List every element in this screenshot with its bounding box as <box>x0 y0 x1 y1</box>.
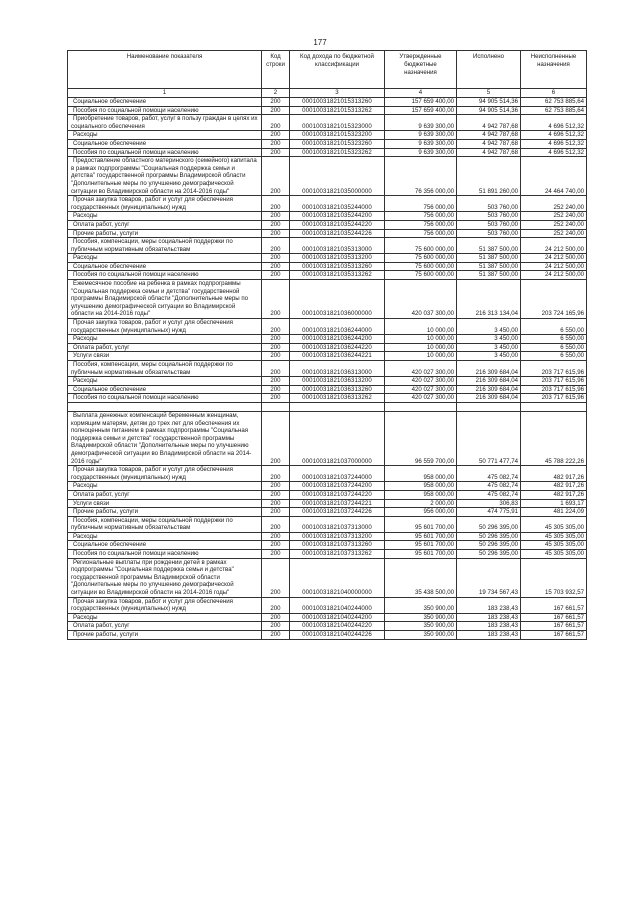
table-row <box>68 319 587 335</box>
row-name: Расходы <box>68 212 262 221</box>
row-code: 200 <box>262 499 290 508</box>
row-unexecuted: 4 696 512,32 <box>521 139 587 148</box>
table-row <box>68 508 587 517</box>
row-approved: 76 356 000,00 <box>385 157 457 196</box>
row-approved: 9 639 300,00 <box>385 115 457 131</box>
table-row <box>68 131 587 140</box>
row-kbk: 00010031821036244220 <box>290 343 385 352</box>
row-executed: 51 387 500,00 <box>457 271 521 280</box>
table-row <box>68 361 587 377</box>
table-row <box>68 466 587 482</box>
row-approved: 2 000,00 <box>385 499 457 508</box>
column-number: 6 <box>521 89 587 98</box>
table-row <box>68 262 587 271</box>
row-kbk: 00010031821037244200 <box>290 482 385 491</box>
row-unexecuted: 203 717 615,96 <box>521 394 587 403</box>
row-code: 200 <box>262 550 290 559</box>
row-unexecuted: 24 212 500,00 <box>521 271 587 280</box>
row-unexecuted: 252 240,00 <box>521 220 587 229</box>
row-unexecuted: 203 717 615,96 <box>521 361 587 377</box>
table-row <box>68 499 587 508</box>
row-approved: 756 000,00 <box>385 220 457 229</box>
row-unexecuted: 24 464 740,00 <box>521 157 587 196</box>
row-executed: 216 309 684,04 <box>457 361 521 377</box>
row-executed: 4 942 787,68 <box>457 148 521 157</box>
row-kbk: 00010031821037244000 <box>290 466 385 482</box>
row-name: Услуги связи <box>68 499 262 508</box>
table-row <box>68 115 587 131</box>
row-executed: 503 760,00 <box>457 212 521 221</box>
table-row <box>68 343 587 352</box>
row-unexecuted: 15 703 932,57 <box>521 558 587 597</box>
row-executed: 50 296 395,00 <box>457 541 521 550</box>
row-approved: 95 601 700,00 <box>385 532 457 541</box>
row-name: Прочая закупка товаров, работ и услуг для обеспечения государственных (муниципальных) нужд <box>68 466 262 482</box>
row-kbk: 00010031821015313260 <box>290 98 385 107</box>
row-name: Оплата работ, услуг <box>68 220 262 229</box>
row-approved: 35 438 500,00 <box>385 558 457 597</box>
row-approved: 75 600 000,00 <box>385 238 457 254</box>
row-executed: 51 891 260,00 <box>457 157 521 196</box>
row-code: 200 <box>262 613 290 622</box>
table-row <box>68 597 587 613</box>
row-unexecuted: 4 696 512,32 <box>521 131 587 140</box>
row-approved: 956 000,00 <box>385 508 457 517</box>
row-unexecuted: 482 917,26 <box>521 490 587 499</box>
row-code: 200 <box>262 157 290 196</box>
row-unexecuted: 167 661,57 <box>521 631 587 640</box>
row-approved: 420 027 300,00 <box>385 377 457 386</box>
table-row <box>68 558 587 597</box>
column-number: 2 <box>262 89 290 98</box>
row-executed: 51 387 500,00 <box>457 262 521 271</box>
spacer-cell <box>262 402 290 411</box>
row-code: 200 <box>262 411 290 465</box>
row-code: 200 <box>262 319 290 335</box>
table-row <box>68 482 587 491</box>
row-code: 200 <box>262 541 290 550</box>
row-code: 200 <box>262 254 290 263</box>
row-executed: 216 309 684,04 <box>457 377 521 386</box>
table-row <box>68 196 587 212</box>
row-name: Пособия, компенсации, меры социальной поддержки по публичным нормативным обязательствам <box>68 361 262 377</box>
row-kbk: 00010031821037313000 <box>290 516 385 532</box>
row-executed: 503 760,00 <box>457 220 521 229</box>
row-approved: 10 000,00 <box>385 352 457 361</box>
row-kbk: 00010031821040244220 <box>290 622 385 631</box>
row-code: 200 <box>262 352 290 361</box>
row-executed: 306,83 <box>457 499 521 508</box>
header-approved: Утвержденные бюджетные назначения <box>385 51 457 89</box>
row-unexecuted: 203 717 615,96 <box>521 377 587 386</box>
row-kbk: 00010031821035313262 <box>290 271 385 280</box>
row-executed: 503 760,00 <box>457 229 521 238</box>
row-executed: 4 942 787,68 <box>457 115 521 131</box>
row-executed: 94 905 514,36 <box>457 106 521 115</box>
row-code: 200 <box>262 597 290 613</box>
row-code: 200 <box>262 508 290 517</box>
row-approved: 420 027 300,00 <box>385 361 457 377</box>
row-kbk: 00010031821015323262 <box>290 148 385 157</box>
row-executed: 4 942 787,68 <box>457 131 521 140</box>
row-executed: 50 296 395,00 <box>457 516 521 532</box>
spacer-cell <box>68 402 262 411</box>
row-kbk: 00010031821036313262 <box>290 394 385 403</box>
row-unexecuted: 45 788 222,26 <box>521 411 587 465</box>
row-kbk: 00010031821037244220 <box>290 490 385 499</box>
table-row <box>68 385 587 394</box>
row-name: Прочая закупка товаров, работ и услуг для обеспечения государственных (муниципальных) нужд <box>68 597 262 613</box>
row-name: Выплата денежных компенсаций беременным женщинам, кормящим матерям, детям до трех лет для обеспечения их полноценным питанием в рамках подпрограммы "Социальная поддержка семьи и детства" государственной программы Владимирской области "Дополнительные меры по улучшению демографической ситуации во Владимирской области на 2014-2016 годы" <box>68 411 262 465</box>
column-number: 4 <box>385 89 457 98</box>
row-approved: 9 639 300,00 <box>385 148 457 157</box>
row-kbk: 00010031821037313262 <box>290 550 385 559</box>
row-kbk: 00010031821015323000 <box>290 115 385 131</box>
column-number: 1 <box>68 89 262 98</box>
header-row <box>68 51 587 89</box>
column-number-row <box>68 89 587 98</box>
row-name: Пособия по социальной помощи населению <box>68 550 262 559</box>
row-code: 200 <box>262 631 290 640</box>
row-code: 200 <box>262 196 290 212</box>
row-approved: 756 000,00 <box>385 229 457 238</box>
row-name: Расходы <box>68 482 262 491</box>
row-executed: 3 450,00 <box>457 343 521 352</box>
header-name: Наименование показателя <box>68 51 262 89</box>
row-unexecuted: 203 717 615,96 <box>521 385 587 394</box>
row-unexecuted: 167 661,57 <box>521 622 587 631</box>
row-code: 200 <box>262 532 290 541</box>
row-code: 200 <box>262 377 290 386</box>
row-code: 200 <box>262 466 290 482</box>
row-kbk: 00010031821035244226 <box>290 229 385 238</box>
row-code: 200 <box>262 220 290 229</box>
row-approved: 350 900,00 <box>385 597 457 613</box>
row-unexecuted: 4 696 512,32 <box>521 115 587 131</box>
row-kbk: 00010031821037244221 <box>290 499 385 508</box>
row-kbk: 00010031821015313262 <box>290 106 385 115</box>
table-row <box>68 541 587 550</box>
row-approved: 75 600 000,00 <box>385 254 457 263</box>
row-approved: 350 900,00 <box>385 631 457 640</box>
table-row <box>68 394 587 403</box>
row-unexecuted: 252 240,00 <box>521 212 587 221</box>
row-name: Социальное обеспечение <box>68 541 262 550</box>
row-unexecuted: 203 724 165,96 <box>521 280 587 319</box>
table-row <box>68 490 587 499</box>
row-kbk: 00010031821037313260 <box>290 541 385 550</box>
row-code: 200 <box>262 558 290 597</box>
table-row <box>68 212 587 221</box>
row-kbk: 00010031821035244200 <box>290 212 385 221</box>
row-name: Услуги связи <box>68 352 262 361</box>
row-approved: 75 600 000,00 <box>385 271 457 280</box>
row-approved: 350 900,00 <box>385 613 457 622</box>
row-approved: 96 559 700,00 <box>385 411 457 465</box>
row-code: 200 <box>262 148 290 157</box>
table-row <box>68 411 587 465</box>
row-name: Пособия по социальной помощи населению <box>68 148 262 157</box>
row-code: 200 <box>262 229 290 238</box>
column-number: 3 <box>290 89 385 98</box>
table-row <box>68 139 587 148</box>
row-name: Пособия, компенсации, меры социальной поддержки по публичным нормативным обязательствам <box>68 238 262 254</box>
row-name: Региональные выплаты при рождении детей в рамках подпрограммы "Социальная поддержка семьи и детства" государственной программы Владимирской области "Дополнительные меры по улучшению демографической ситуации во Владимирской области на 2014-2016 годы" <box>68 558 262 597</box>
row-executed: 216 309 684,04 <box>457 385 521 394</box>
row-kbk: 00010031821036313260 <box>290 385 385 394</box>
table-row <box>68 148 587 157</box>
row-kbk: 00010031821040000000 <box>290 558 385 597</box>
row-name: Оплата работ, услуг <box>68 343 262 352</box>
row-kbk: 00010031821035313000 <box>290 238 385 254</box>
row-code: 200 <box>262 343 290 352</box>
row-approved: 420 027 300,00 <box>385 394 457 403</box>
table-row <box>68 98 587 107</box>
row-name: Приобретение товаров, работ, услуг в пользу граждан в целях их социального обеспечения <box>68 115 262 131</box>
row-approved: 420 027 300,00 <box>385 385 457 394</box>
row-executed: 3 450,00 <box>457 352 521 361</box>
row-approved: 10 000,00 <box>385 319 457 335</box>
table-row <box>68 550 587 559</box>
row-code: 200 <box>262 361 290 377</box>
row-kbk: 00010031821015323260 <box>290 139 385 148</box>
row-name: Пособия по социальной помощи населению <box>68 106 262 115</box>
row-executed: 474 775,91 <box>457 508 521 517</box>
row-approved: 10 000,00 <box>385 343 457 352</box>
row-executed: 50 296 395,00 <box>457 532 521 541</box>
row-kbk: 00010031821015323200 <box>290 131 385 140</box>
row-name: Расходы <box>68 335 262 344</box>
row-kbk: 00010031821036313000 <box>290 361 385 377</box>
row-approved: 75 600 000,00 <box>385 262 457 271</box>
row-code: 200 <box>262 262 290 271</box>
row-name: Прочие работы, услуги <box>68 229 262 238</box>
row-name: Расходы <box>68 613 262 622</box>
row-unexecuted: 481 224,09 <box>521 508 587 517</box>
row-name: Прочая закупка товаров, работ и услуг для обеспечения государственных (муниципальных) нужд <box>68 319 262 335</box>
row-unexecuted: 167 661,57 <box>521 613 587 622</box>
table-row <box>68 271 587 280</box>
row-code: 200 <box>262 271 290 280</box>
row-unexecuted: 45 305 305,00 <box>521 516 587 532</box>
row-kbk: 00010031821035244220 <box>290 220 385 229</box>
row-code: 200 <box>262 212 290 221</box>
row-code: 200 <box>262 335 290 344</box>
row-kbk: 00010031821036244221 <box>290 352 385 361</box>
row-kbk: 00010031821037313200 <box>290 532 385 541</box>
row-executed: 4 942 787,68 <box>457 139 521 148</box>
row-approved: 95 601 700,00 <box>385 516 457 532</box>
row-unexecuted: 6 550,00 <box>521 319 587 335</box>
row-kbk: 00010031821040244200 <box>290 613 385 622</box>
row-name: Оплата работ, услуг <box>68 490 262 499</box>
row-executed: 183 238,43 <box>457 631 521 640</box>
row-unexecuted: 45 305 305,00 <box>521 550 587 559</box>
row-approved: 756 000,00 <box>385 212 457 221</box>
row-kbk: 00010031821037000000 <box>290 411 385 465</box>
table-row <box>68 516 587 532</box>
spacer-cell <box>457 402 521 411</box>
row-approved: 10 000,00 <box>385 335 457 344</box>
row-name: Пособия по социальной помощи населению <box>68 394 262 403</box>
row-unexecuted: 24 212 500,00 <box>521 254 587 263</box>
row-name: Оплата работ, услуг <box>68 622 262 631</box>
row-unexecuted: 4 696 512,32 <box>521 148 587 157</box>
header-code: Код строки <box>262 51 290 89</box>
row-code: 200 <box>262 385 290 394</box>
row-name: Расходы <box>68 131 262 140</box>
row-unexecuted: 1 693,17 <box>521 499 587 508</box>
row-approved: 420 037 300,00 <box>385 280 457 319</box>
row-approved: 95 601 700,00 <box>385 541 457 550</box>
row-kbk: 00010031821036313200 <box>290 377 385 386</box>
row-approved: 958 000,00 <box>385 482 457 491</box>
row-kbk: 00010031821036000000 <box>290 280 385 319</box>
row-executed: 183 238,43 <box>457 597 521 613</box>
table-row <box>68 532 587 541</box>
row-executed: 51 387 500,00 <box>457 254 521 263</box>
row-executed: 475 082,74 <box>457 482 521 491</box>
header-executed: Исполнено <box>457 51 521 89</box>
row-executed: 19 734 567,43 <box>457 558 521 597</box>
row-name: Социальное обеспечение <box>68 262 262 271</box>
row-unexecuted: 45 305 305,00 <box>521 541 587 550</box>
row-executed: 3 450,00 <box>457 319 521 335</box>
row-executed: 183 238,43 <box>457 622 521 631</box>
row-unexecuted: 62 753 885,64 <box>521 106 587 115</box>
page-number: 177 <box>313 38 327 47</box>
header-kbk: Код дохода по бюджетной классификации <box>290 51 385 89</box>
row-name: Ежемесячное пособие на ребенка в рамках подпрограммы "Социальная поддержка семьи и детства" государственной программы Владимирской области "Дополнительные меры по улучшению демографической ситуации во Владимирской области на 2014-2016 годы" <box>68 280 262 319</box>
row-name: Социальное обеспечение <box>68 385 262 394</box>
row-name: Расходы <box>68 254 262 263</box>
row-code: 200 <box>262 106 290 115</box>
table-row <box>68 377 587 386</box>
row-approved: 350 900,00 <box>385 622 457 631</box>
row-approved: 95 601 700,00 <box>385 550 457 559</box>
row-unexecuted: 6 550,00 <box>521 343 587 352</box>
spacer-row <box>68 402 587 411</box>
row-executed: 503 760,00 <box>457 196 521 212</box>
row-code: 200 <box>262 482 290 491</box>
row-executed: 216 309 684,04 <box>457 394 521 403</box>
table-row <box>68 229 587 238</box>
row-unexecuted: 482 917,26 <box>521 466 587 482</box>
row-executed: 50 296 395,00 <box>457 550 521 559</box>
spacer-cell <box>290 402 385 411</box>
row-code: 200 <box>262 238 290 254</box>
row-code: 200 <box>262 394 290 403</box>
row-unexecuted: 24 212 500,00 <box>521 262 587 271</box>
row-unexecuted: 167 661,57 <box>521 597 587 613</box>
row-executed: 475 082,74 <box>457 466 521 482</box>
row-kbk: 00010031821035313200 <box>290 254 385 263</box>
table-row <box>68 157 587 196</box>
row-approved: 157 659 400,00 <box>385 98 457 107</box>
row-executed: 183 238,43 <box>457 613 521 622</box>
row-code: 200 <box>262 131 290 140</box>
row-unexecuted: 482 917,26 <box>521 482 587 491</box>
row-name: Прочая закупка товаров, работ и услуг для обеспечения государственных (муниципальных) нужд <box>68 196 262 212</box>
header-unexecuted: Неисполненные назначения <box>521 51 587 89</box>
row-approved: 9 639 300,00 <box>385 139 457 148</box>
row-code: 200 <box>262 115 290 131</box>
row-executed: 50 771 477,74 <box>457 411 521 465</box>
row-unexecuted: 252 240,00 <box>521 196 587 212</box>
row-unexecuted: 6 550,00 <box>521 335 587 344</box>
spacer-cell <box>521 402 587 411</box>
row-unexecuted: 45 305 305,00 <box>521 532 587 541</box>
row-code: 200 <box>262 516 290 532</box>
row-name: Социальное обеспечение <box>68 98 262 107</box>
table-row <box>68 613 587 622</box>
table-row <box>68 352 587 361</box>
row-executed: 3 450,00 <box>457 335 521 344</box>
row-unexecuted: 62 753 885,64 <box>521 98 587 107</box>
table-row <box>68 280 587 319</box>
spacer-cell <box>385 402 457 411</box>
table-row <box>68 254 587 263</box>
row-code: 200 <box>262 98 290 107</box>
row-name: Прочие работы, услуги <box>68 631 262 640</box>
row-code: 200 <box>262 490 290 499</box>
row-approved: 157 659 400,00 <box>385 106 457 115</box>
row-unexecuted: 252 240,00 <box>521 229 587 238</box>
row-kbk: 00010031821037244226 <box>290 508 385 517</box>
row-name: Социальное обеспечение <box>68 139 262 148</box>
table-row <box>68 106 587 115</box>
budget-execution-table <box>67 50 587 640</box>
table-body <box>68 98 587 640</box>
row-kbk: 00010031821036244200 <box>290 335 385 344</box>
table-row <box>68 335 587 344</box>
row-kbk: 00010031821036244000 <box>290 319 385 335</box>
row-name: Прочие работы, услуги <box>68 508 262 517</box>
row-executed: 475 082,74 <box>457 490 521 499</box>
row-approved: 958 000,00 <box>385 466 457 482</box>
row-approved: 756 000,00 <box>385 196 457 212</box>
row-name: Расходы <box>68 377 262 386</box>
table-row <box>68 238 587 254</box>
row-code: 200 <box>262 280 290 319</box>
row-approved: 9 639 300,00 <box>385 131 457 140</box>
row-executed: 94 905 514,36 <box>457 98 521 107</box>
row-approved: 958 000,00 <box>385 490 457 499</box>
row-name: Пособия по социальной помощи населению <box>68 271 262 280</box>
row-name: Предоставление областного материнского (семейного) капитала в рамках подпрограммы "Социальная поддержка семьи и детства" государственной программы Владимирской области "Дополнительные меры по улучшению демографической ситуации во Владимирской области на 2014-2016 годы" <box>68 157 262 196</box>
column-number: 5 <box>457 89 521 98</box>
row-kbk: 00010031821035000000 <box>290 157 385 196</box>
table-row <box>68 631 587 640</box>
row-name: Расходы <box>68 532 262 541</box>
table-row <box>68 220 587 229</box>
row-kbk: 00010031821035244000 <box>290 196 385 212</box>
row-executed: 216 313 134,04 <box>457 280 521 319</box>
row-kbk: 00010031821035313260 <box>290 262 385 271</box>
row-code: 200 <box>262 139 290 148</box>
row-unexecuted: 6 550,00 <box>521 352 587 361</box>
row-kbk: 00010031821040244226 <box>290 631 385 640</box>
row-name: Пособия, компенсации, меры социальной поддержки по публичным нормативным обязательствам <box>68 516 262 532</box>
table-row <box>68 622 587 631</box>
row-kbk: 00010031821040244000 <box>290 597 385 613</box>
row-executed: 51 387 500,00 <box>457 238 521 254</box>
row-unexecuted: 24 212 500,00 <box>521 238 587 254</box>
row-code: 200 <box>262 622 290 631</box>
